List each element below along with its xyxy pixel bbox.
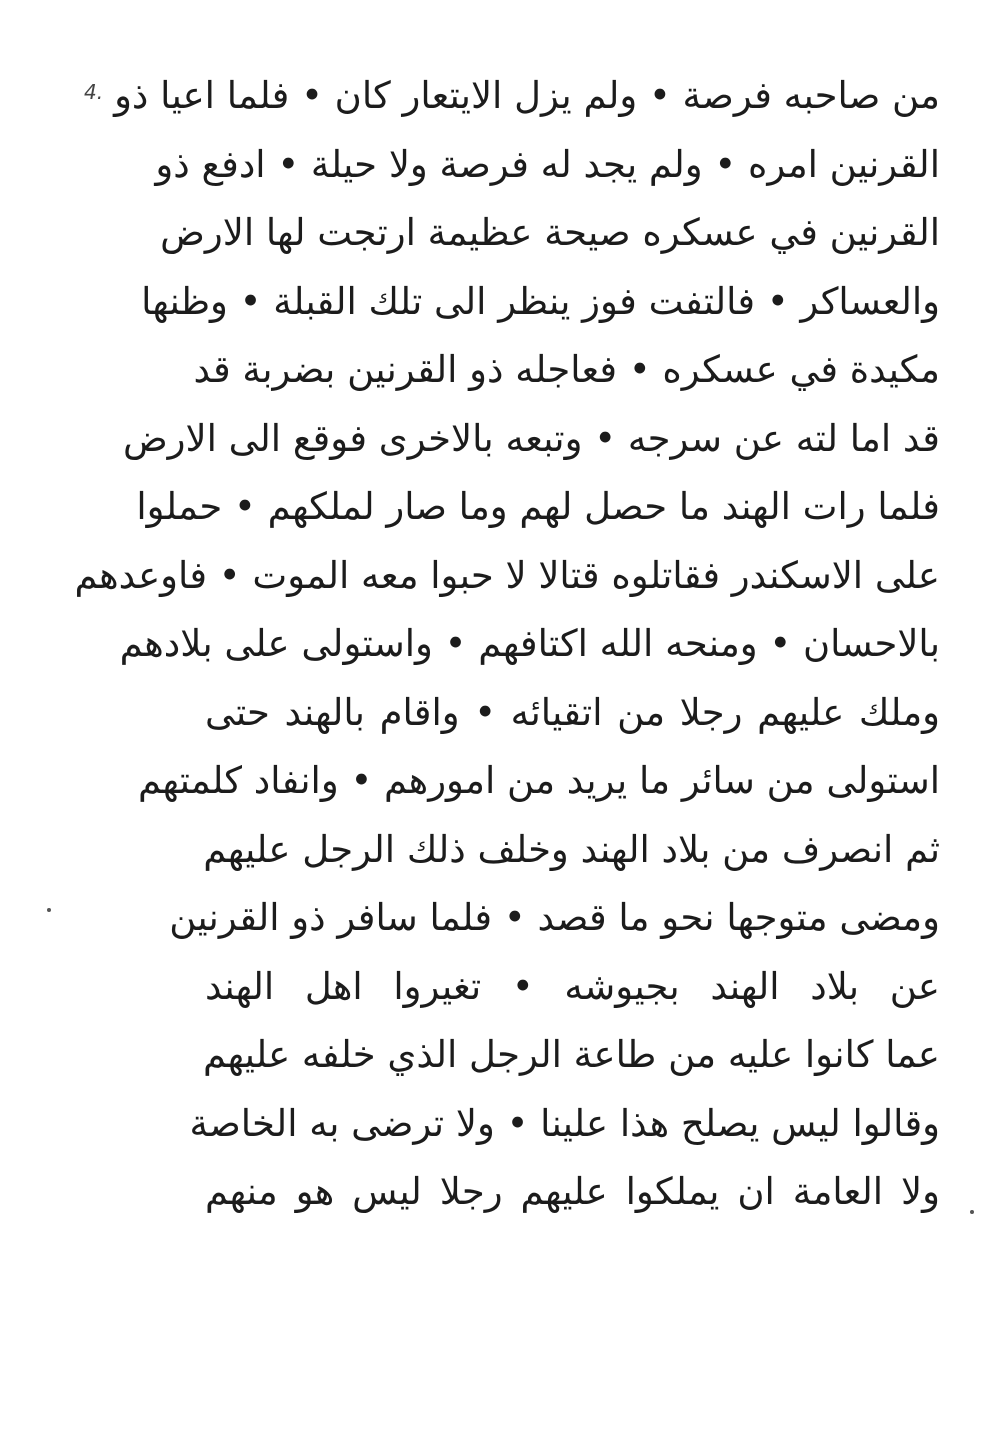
- text-line: القرنين في عسكره صيحة عظيمة ارتجت لها الارض: [160, 211, 940, 254]
- stray-ink-dot: [970, 1210, 974, 1214]
- text-line: ومضى متوجها نحو ما قصد • فلما سافر ذو القرنين: [169, 896, 940, 939]
- text-line: من صاحبه فرصة • ولم يزل الايتعار كان • فلما اعيا ذو: [114, 74, 940, 117]
- text-line: وملك عليهم رجلا من اتقيائه • واقام بالهند حتى: [205, 690, 940, 734]
- text-line: بالاحسان • ومنحه الله اكتافهم • واستولى على بلادهم: [119, 622, 940, 665]
- text-line: ولا العامة ان يملكوا عليهم رجلا ليس هو منهم: [205, 1170, 940, 1213]
- page-number: 4.: [84, 80, 104, 104]
- manuscript-text-block: [74, 62, 940, 1227]
- text-line: والعساكر • فالتفت فوز ينظر الى تلك القبلة • وظنها: [141, 279, 940, 323]
- text-line: مكيدة في عسكره • فعاجله ذو القرنين بضربة قد: [193, 348, 940, 391]
- text-line: فلما رات الهند ما حصل لهم وما صار لملكهم • حملوا: [136, 485, 940, 528]
- text-line: على الاسكندر فقاتلوه قتالا لا حبوا معه الموت • فاوعدهم: [74, 553, 940, 597]
- text-line: القرنين امره • ولم يجد له فرصة ولا حيلة • ادفع ذو: [155, 142, 940, 186]
- text-line: قد اما لته عن سرجه • وتبعه بالاخرى فوقع الى الارض: [122, 416, 940, 460]
- text-line: ثم انصرف من بلاد الهند وخلف ذلك الرجل عليهم: [203, 827, 940, 871]
- text-line: وقالوا ليس يصلح هذا علينا • ولا ترضى به الخاصة: [189, 1101, 940, 1145]
- stray-ink-dot: [47, 908, 51, 912]
- text-line: عن بلاد الهند بجيوشه • تغيروا اهل الهند: [205, 964, 940, 1008]
- text-line: استولى من سائر ما يريد من امورهم • وانفاد كلمتهم: [137, 759, 940, 802]
- text-line: عما كانوا عليه من طاعة الرجل الذي خلفه عليهم: [202, 1033, 940, 1076]
